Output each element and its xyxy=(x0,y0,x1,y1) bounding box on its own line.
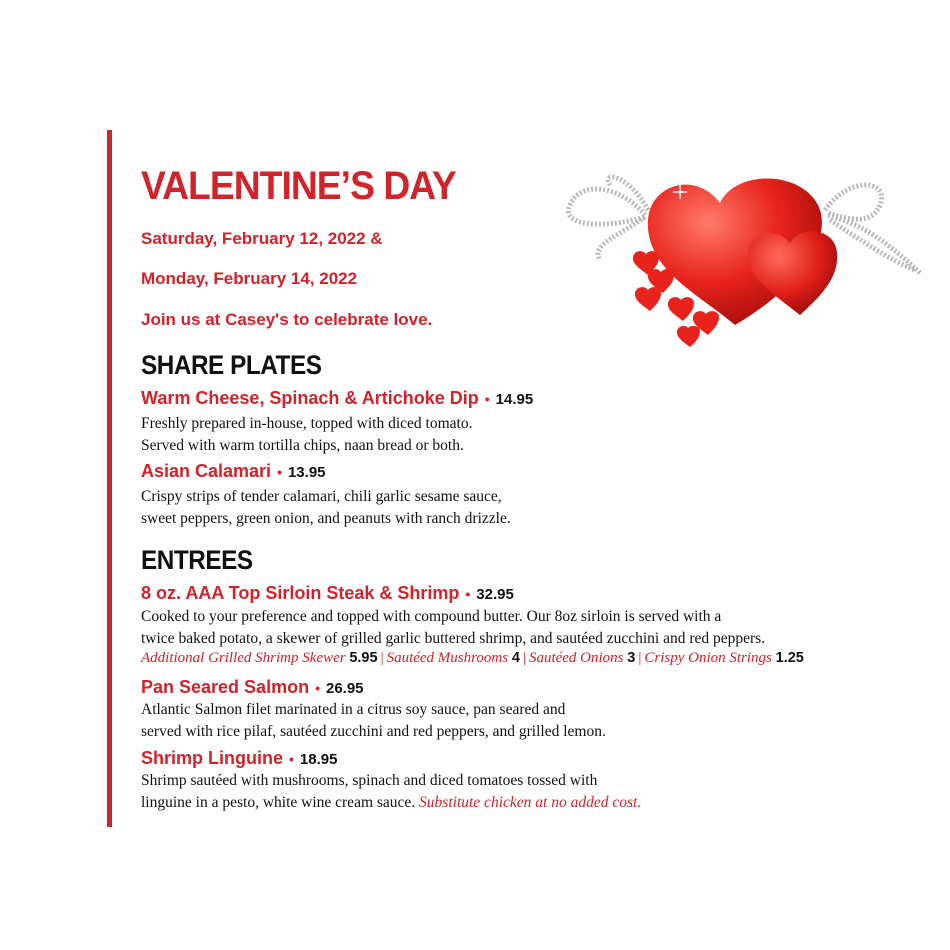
item-price: 18.95 xyxy=(299,751,338,768)
addons-line xyxy=(141,650,804,667)
description-line: Cooked to your preference and topped with compound butter. Our 8oz sirloin is served with a xyxy=(141,608,722,625)
description-line: Served with warm tortilla chips, naan bread or both. xyxy=(141,436,464,454)
separator: | xyxy=(522,650,526,666)
description-text: linguine in a pesto, white wine cream sauce. xyxy=(141,793,416,811)
item-shrimp-linguine xyxy=(141,748,337,769)
hearts-illustration-icon xyxy=(560,165,925,355)
item-description xyxy=(141,770,641,813)
addon-name: Crispy Onion Strings xyxy=(644,650,772,666)
addon-name: Sautéed Onions xyxy=(528,650,624,666)
addon-name: Sautéed Mushrooms xyxy=(386,650,509,666)
separator: | xyxy=(380,650,384,666)
bullet: • xyxy=(465,586,471,602)
item-description xyxy=(141,699,606,742)
item-name: Pan Seared Salmon xyxy=(141,677,310,697)
item-warm-cheese-dip xyxy=(141,388,533,409)
item-price: 26.95 xyxy=(325,680,364,697)
item-description xyxy=(141,486,511,529)
substitution-note: Substitute chicken at no added cost. xyxy=(419,793,642,811)
addon-name: Additional Grilled Shrimp Skewer xyxy=(141,650,346,666)
item-price: 32.95 xyxy=(476,586,514,603)
ribbon-right xyxy=(825,185,920,273)
item-name: Asian Calamari xyxy=(141,461,272,481)
item-asian-calamari xyxy=(141,461,326,482)
description-line: Shrimp sautéed with mushrooms, spinach and diced tomatoes tossed with xyxy=(141,772,598,789)
item-name: Shrimp Linguine xyxy=(141,748,283,768)
description-line: Atlantic Salmon filet marinated in a citrus soy sauce, pan seared and xyxy=(141,701,566,718)
description-line: Crispy strips of tender calamari, chili garlic sesame sauce, xyxy=(141,488,502,505)
section-entrees: ENTREES xyxy=(141,545,253,575)
date-line-2: Monday, February 14, 2022 xyxy=(141,269,358,288)
tagline: Join us at Casey's to celebrate love. xyxy=(141,310,433,329)
addon-price: 1.25 xyxy=(775,650,804,666)
item-pan-seared-salmon xyxy=(141,677,364,698)
page-title: VALENTINE’S DAY xyxy=(141,164,456,208)
item-sirloin-steak-shrimp xyxy=(141,583,514,604)
addon-price: 4 xyxy=(511,650,520,666)
description-line: served with rice pilaf, sautéed zucchini and red peppers, and grilled lemon. xyxy=(141,722,606,740)
item-name: Warm Cheese, Spinach & Artichoke Dip xyxy=(141,388,479,408)
description-line xyxy=(141,792,641,814)
item-price: 13.95 xyxy=(287,464,326,481)
bullet: • xyxy=(484,391,490,407)
bullet: • xyxy=(277,464,282,480)
date-line-1: Saturday, February 12, 2022 & xyxy=(141,229,383,248)
section-share-plates: SHARE PLATES xyxy=(141,350,322,380)
description-line: twice baked potato, a skewer of grilled garlic buttered shrimp, and sautéed zucchini and red peppers. xyxy=(141,629,766,647)
separator: | xyxy=(638,650,642,666)
addon-price: 3 xyxy=(627,650,636,666)
item-description xyxy=(141,413,472,456)
bullet: • xyxy=(315,680,320,696)
item-description xyxy=(141,606,765,649)
description-line: Freshly prepared in-house, topped with diced tomato. xyxy=(141,415,473,432)
item-price: 14.95 xyxy=(495,391,534,408)
description-line: sweet peppers, green onion, and peanuts with ranch drizzle. xyxy=(141,509,511,527)
ribbon-left xyxy=(568,177,648,260)
item-name: 8 oz. AAA Top Sirloin Steak & Shrimp xyxy=(141,583,460,603)
addon-price: 5.95 xyxy=(349,650,378,666)
bullet: • xyxy=(289,751,294,767)
accent-rule xyxy=(107,130,112,827)
